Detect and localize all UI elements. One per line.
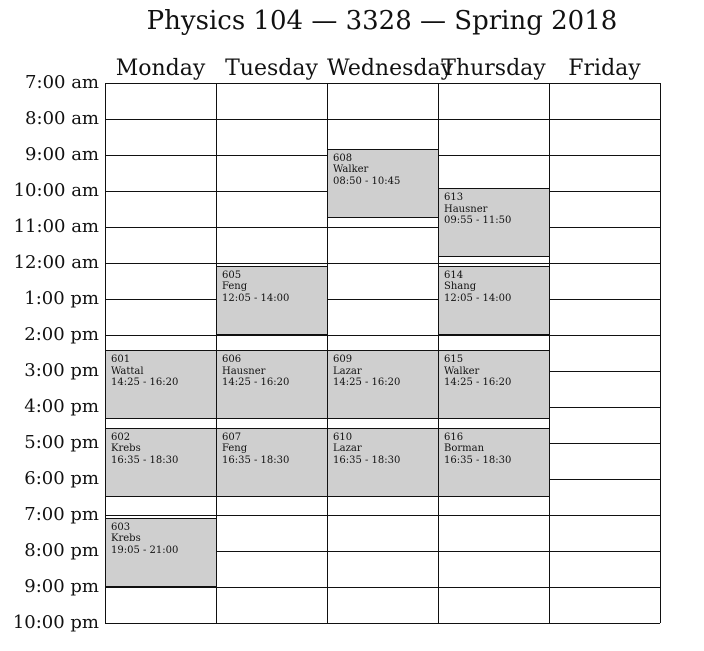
session-block-605[interactable] <box>216 266 328 335</box>
hour-gridline <box>105 587 660 588</box>
session-time: 16:35 - 18:30 <box>111 454 179 466</box>
session-block-608[interactable] <box>327 149 439 218</box>
session-instructor: Feng <box>222 281 248 293</box>
session-time: 08:50 - 10:45 <box>333 175 401 187</box>
session-section: 603 <box>111 521 131 533</box>
session-section: 609 <box>333 354 353 365</box>
hour-label: 8:00 am <box>25 108 99 129</box>
session-time: 12:05 - 14:00 <box>444 292 512 304</box>
session-block-607[interactable] <box>216 428 328 497</box>
hour-gridline <box>105 119 660 120</box>
session-time: 14:25 - 16:20 <box>111 377 179 388</box>
day-gridline <box>660 83 661 623</box>
day-label-friday: Friday <box>568 56 641 81</box>
session-section: 610 <box>333 431 353 443</box>
session-block-616[interactable] <box>438 428 550 497</box>
hour-label: 8:00 pm <box>24 540 99 561</box>
hour-label: 5:00 pm <box>24 432 99 453</box>
session-time: 09:55 - 11:50 <box>444 215 512 226</box>
session-instructor: Shang <box>444 281 477 293</box>
hour-label: 12:00 am <box>13 252 99 273</box>
session-block-613[interactable] <box>438 188 550 257</box>
session-section: 601 <box>111 354 131 365</box>
session-instructor: Lazar <box>333 365 362 377</box>
session-block-615[interactable] <box>438 350 550 419</box>
session-block-602[interactable] <box>105 428 217 497</box>
hour-label: 11:00 am <box>13 216 99 237</box>
session-section: 616 <box>444 431 464 443</box>
day-label-monday: Monday <box>115 56 206 81</box>
session-time: 16:35 - 18:30 <box>444 454 512 466</box>
schedule-grid <box>105 83 660 623</box>
hour-gridline <box>105 227 660 228</box>
hour-label: 6:00 pm <box>24 468 99 489</box>
session-instructor: Wattal <box>111 365 144 377</box>
session-section: 615 <box>444 354 464 365</box>
session-section: 605 <box>222 269 242 281</box>
session-section: 606 <box>222 354 242 365</box>
hour-label: 7:00 pm <box>24 504 99 525</box>
session-time: 12:05 - 14:00 <box>222 292 290 304</box>
session-section: 608 <box>333 152 353 164</box>
session-instructor: Hausner <box>444 203 488 215</box>
day-label-wednesday: Wednesday <box>327 56 454 81</box>
hour-label: 9:00 am <box>25 144 99 165</box>
hour-gridline <box>105 83 660 84</box>
session-instructor: Walker <box>444 365 480 377</box>
hour-gridline <box>105 623 660 624</box>
hour-label: 7:00 am <box>25 72 99 93</box>
session-instructor: Borman <box>444 443 485 455</box>
session-block-609[interactable] <box>327 350 439 419</box>
session-instructor: Krebs <box>111 443 141 455</box>
session-time: 14:25 - 16:20 <box>333 377 401 388</box>
session-time: 14:25 - 16:20 <box>222 377 290 388</box>
session-time: 16:35 - 18:30 <box>222 454 290 466</box>
session-block-606[interactable] <box>216 350 328 419</box>
hour-label: 1:00 pm <box>24 288 99 309</box>
session-instructor: Hausner <box>222 365 266 377</box>
session-block-610[interactable] <box>327 428 439 497</box>
hour-gridline <box>105 263 660 264</box>
hour-label: 10:00 pm <box>12 612 99 633</box>
session-block-603[interactable] <box>105 518 217 587</box>
session-instructor: Krebs <box>111 533 141 545</box>
session-time: 16:35 - 18:30 <box>333 454 401 466</box>
session-section: 614 <box>444 269 464 281</box>
session-block-614[interactable] <box>438 266 550 335</box>
hour-gridline <box>105 299 660 300</box>
session-section: 602 <box>111 431 131 443</box>
session-time: 14:25 - 16:20 <box>444 377 512 388</box>
session-instructor: Walker <box>333 164 369 176</box>
day-label-thursday: Thursday <box>441 56 546 81</box>
session-section: 607 <box>222 431 242 443</box>
hour-label: 2:00 pm <box>24 324 99 345</box>
session-block-601[interactable] <box>105 350 217 419</box>
day-label-tuesday: Tuesday <box>225 56 318 81</box>
hour-label: 4:00 pm <box>24 396 99 417</box>
hour-gridline <box>105 515 660 516</box>
session-instructor: Feng <box>222 443 248 455</box>
session-section: 613 <box>444 192 464 203</box>
schedule-title: Physics 104 — 3328 — Spring 2018 <box>146 6 618 36</box>
hour-label: 9:00 pm <box>24 576 99 597</box>
hour-label: 10:00 am <box>13 180 99 201</box>
hour-gridline <box>105 335 660 336</box>
hour-label: 3:00 pm <box>24 360 99 381</box>
session-time: 19:05 - 21:00 <box>111 544 179 556</box>
session-instructor: Lazar <box>333 443 362 455</box>
